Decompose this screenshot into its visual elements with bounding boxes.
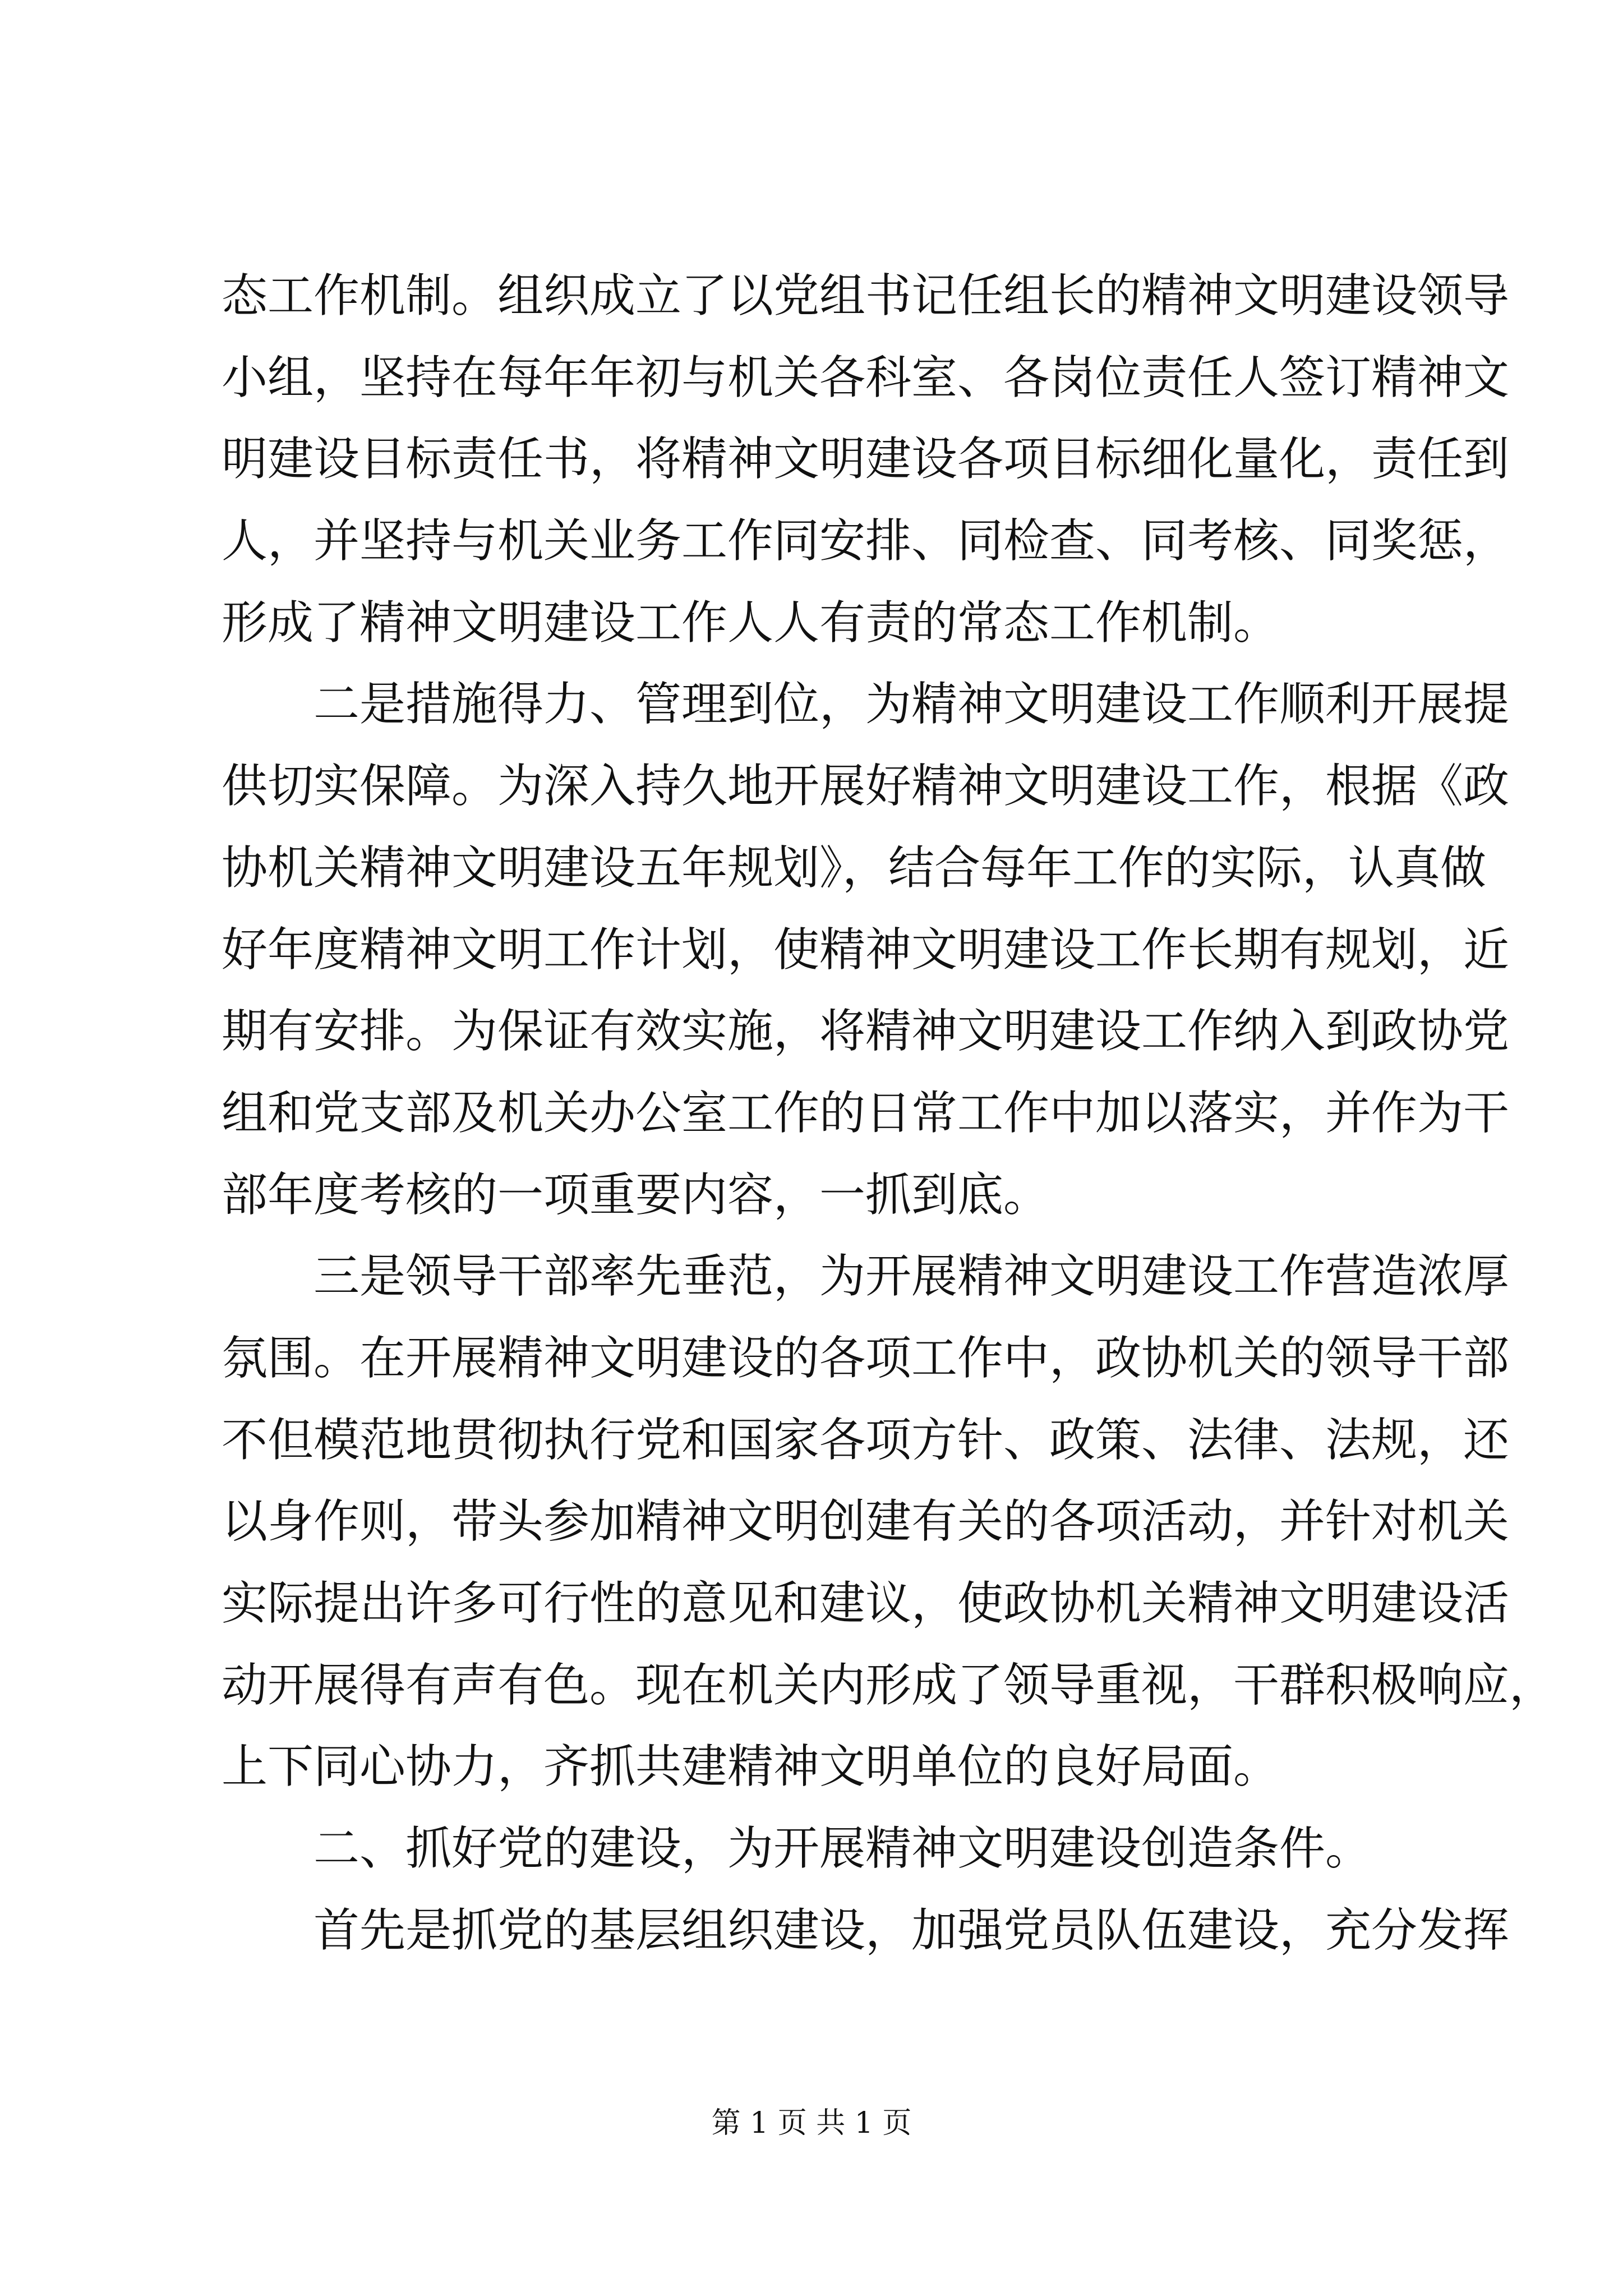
text-line: 协机关精神文明建设五年规划》，结合每年工作的实际，认真做 — [222, 841, 1487, 895]
page-footer: 第 1 页 共 1 页 — [711, 2106, 912, 2140]
text-line: 二是措施得力、管理到位，为精神文明建设工作顺利开展提 — [313, 678, 1510, 731]
text-line: 人，并坚持与机关业务工作同安排、同检查、同考核、同奖惩， — [222, 514, 1510, 568]
text-line: 供切实保障。为深入持久地开展好精神文明建设工作，根据《政 — [222, 760, 1510, 813]
text-line: 氛围。在开展精神文明建设的各项工作中，政协机关的领导干部 — [222, 1331, 1510, 1385]
text-line: 好年度精神文明工作计划，使精神文明建设工作长期有规划，近 — [222, 923, 1510, 977]
text-line: 三是领导干部率先垂范，为开展精神文明建设工作营造浓厚 — [313, 1250, 1510, 1304]
document-body — [222, 255, 1556, 1971]
text-line: 期有安排。为保证有效实施，将精神文明建设工作纳入到政协党 — [222, 1005, 1510, 1059]
text-line: 动开展得有声有色。现在机关内形成了领导重视，干群积极响应， — [222, 1658, 1556, 1712]
text-line: 明建设目标责任书，将精神文明建设各项目标细化量化，责任到 — [222, 432, 1510, 486]
text-line: 首先是抓党的基层组织建设，加强党员队伍建设，充分发挥 — [313, 1903, 1510, 1957]
text-line: 小组，坚持在每年年初与机关各科室、各岗位责任人签订精神文 — [222, 351, 1510, 404]
text-line: 实际提出许多可行性的意见和建议，使政协机关精神文明建设活 — [222, 1577, 1510, 1630]
text-line: 态工作机制。组织成立了以党组书记任组长的精神文明建设领导 — [222, 269, 1510, 323]
text-line: 以身作则，带头参加精神文明创建有关的各项活动，并针对机关 — [222, 1495, 1510, 1549]
text-line: 二、抓好党的建设，为开展精神文明建设创造条件。 — [313, 1822, 1372, 1876]
text-line: 不但模范地贯彻执行党和国家各项方针、政策、法律、法规，还 — [222, 1413, 1510, 1467]
text-line: 部年度考核的一项重要内容，一抓到底。 — [222, 1168, 1050, 1222]
text-line: 形成了精神文明建设工作人人有责的常态工作机制。 — [222, 596, 1280, 650]
text-line: 组和党支部及机关办公室工作的日常工作中加以落实，并作为干 — [222, 1086, 1510, 1140]
text-line: 上下同心协力，齐抓共建精神文明单位的良好局面。 — [222, 1740, 1280, 1794]
